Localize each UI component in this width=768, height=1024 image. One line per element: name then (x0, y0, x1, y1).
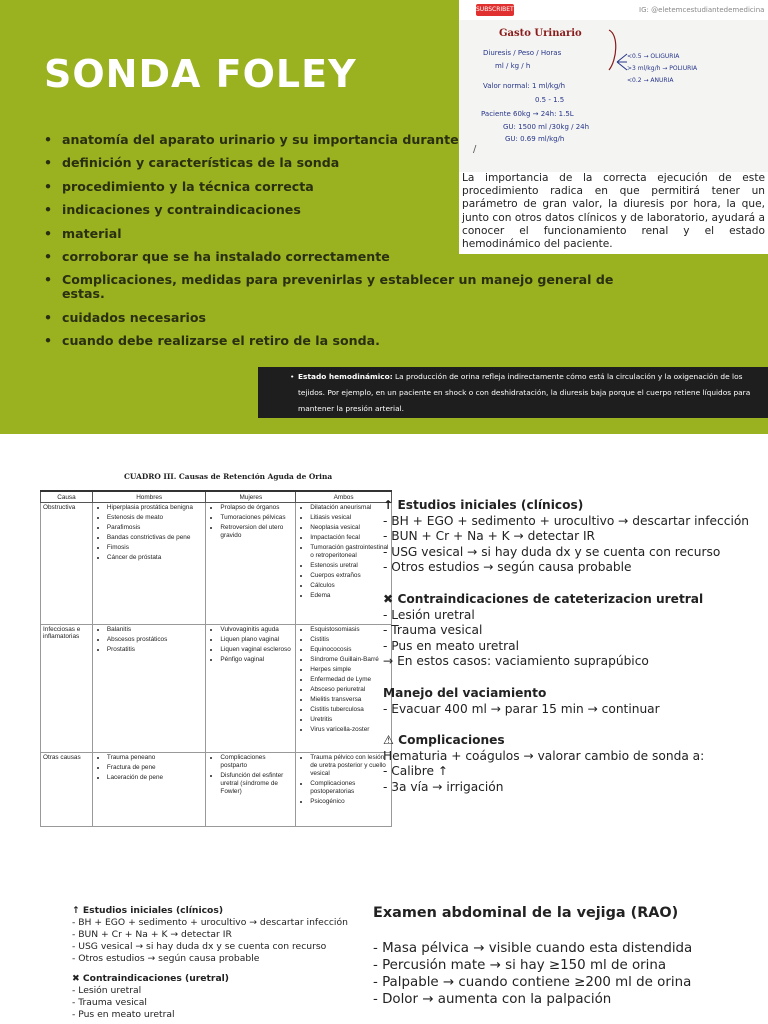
hand-line: Diuresis / Peso / Horas (483, 49, 562, 57)
hand-mark: / (473, 144, 477, 155)
list-item: • Uretritis (310, 716, 389, 724)
hemodynamic-label: Estado hemodinámico: (298, 372, 393, 381)
list-item: • Prolapso de órganos (220, 504, 293, 512)
hand-line: GU: 1500 ml /30kg / 24h (503, 123, 590, 131)
list-item: • Trauma peneano (107, 754, 204, 762)
table-body (41, 503, 392, 827)
hombres-cell (92, 625, 206, 753)
list-item: • Mielitis transversa (310, 696, 389, 704)
list-item: • cuidados necesarios (44, 311, 624, 325)
list-item: • anatomía del aparato urinario y su importancia durante (44, 133, 624, 147)
note-line: - Otros estudios → según causa probable (383, 560, 632, 575)
rao-heading: Examen abdominal de la vejiga (RAO) (373, 905, 679, 921)
column-header: Ambos (296, 491, 392, 503)
bladder-exam-notes (373, 905, 768, 1008)
contraindications-heading: ✖ Contraindicaciones de cateterizacion uretral (383, 591, 704, 606)
clinical-notes (383, 498, 768, 796)
list-item: • Fractura de pene (107, 764, 204, 772)
causes-table (40, 490, 392, 827)
note-line: - BH + EGO + sedimento + urocultivo → descartar infección (72, 917, 348, 928)
list-item: • Cistitis tuberculosa (310, 706, 389, 714)
note-line: - USG vesical → si hay duda dx y se cuenta con recurso (383, 544, 721, 559)
list-item: • Síndrome Guillain-Barré (310, 656, 389, 664)
table-row (41, 625, 392, 753)
note-line: - Lesión uretral (383, 607, 475, 622)
note-line: - Pus en meato uretral (383, 638, 520, 653)
list-item: • Estenosis de meato (107, 514, 204, 522)
cause-cell: Obstructiva (41, 503, 93, 625)
note-line: - BUN + Cr + Na + K → detectar IR (72, 929, 232, 940)
ambos-cell (296, 503, 392, 625)
hombres-cell (92, 503, 206, 625)
hemodynamic-note (258, 367, 768, 418)
table-row (41, 503, 392, 625)
mujeres-cell (206, 503, 296, 625)
note-line: - Calibre ↑ (383, 764, 449, 779)
note-line: - 3a vía → irrigación (383, 779, 504, 794)
hand-line: <0.5 → OLIGURIA (627, 53, 680, 60)
ambos-cell (296, 625, 392, 753)
note-line: → En estos casos: vaciamiento suprapúbico (383, 654, 649, 669)
list-item: • Absceso periuretral (310, 686, 389, 694)
list-item: • Equinococosis (310, 646, 389, 654)
list-item: • Liquen vaginal escleroso (220, 646, 293, 654)
list-item: • Tumoraciones pélvicas (220, 514, 293, 522)
bullet-dot: • (290, 372, 295, 381)
note-line: - Masa pélvica → visible cuando esta distendida (373, 941, 693, 956)
note-line: - Otros estudios → según causa probable (72, 953, 260, 964)
hand-line: <0.2 → ANURIA (627, 77, 674, 84)
hemodynamic-body: La producción de orina refleja indirectamente cómo está la circulación y la oxigenación de los tejidos. Por ejemplo, en un paciente en shock o con deshidratación, la diuresis baja porque el cuerpo retiene líquidos para mantener la presión arterial. (298, 372, 751, 413)
list-item: • Esquistosomiasis (310, 626, 389, 634)
list-item: • Laceración de pene (107, 774, 204, 782)
list-item: • Dilatación aneurismal (310, 504, 389, 512)
note-line: - Pus en meato uretral (72, 1009, 175, 1020)
table-title: CUADRO III. Causas de Retención Aguda de Orina (124, 472, 333, 481)
list-item: • Fimosis (107, 544, 204, 552)
note-line: - Evacuar 400 ml → parar 15 min → continuar (383, 701, 660, 716)
table-header-row (41, 491, 392, 503)
list-item: • indicaciones y contraindicaciones (44, 203, 624, 217)
list-item: • Hiperplasia prostática benigna (107, 504, 204, 512)
list-item: • Impactación fecal (310, 534, 389, 542)
note-line: - BH + EGO + sedimento + urocultivo → descartar infección (383, 513, 750, 528)
list-item: • material (44, 227, 624, 241)
list-item: • Herpes simple (310, 666, 389, 674)
note-line: - Trauma vesical (72, 997, 147, 1008)
list-item: • Pénfigo vaginal (220, 656, 293, 664)
hemodynamic-text (298, 369, 756, 417)
ambos-cell (296, 753, 392, 827)
note-line: - Palpable → cuando contiene ≥200 ml de orina (373, 975, 692, 990)
hand-line: 0.5 - 1.5 (535, 96, 565, 104)
list-item: • Estenosis uretral (310, 562, 389, 570)
hand-line: ml / kg / h (495, 62, 531, 70)
note-line: Hematuria + coágulos → valorar cambio de sonda a: (383, 748, 705, 763)
hand-line: GU: 0.69 ml/kg/h (505, 135, 565, 143)
list-item: • Neoplasia vesical (310, 524, 389, 532)
list-item: • Complicaciones postoperatorias (310, 780, 389, 796)
complications-heading: ⚠ Complicaciones (383, 733, 505, 748)
hand-line: Valor normal: 1 ml/kg/h (483, 82, 566, 90)
whiteboard-photo (459, 0, 768, 172)
list-item: • Cuerpos extraños (310, 572, 389, 580)
list-item: • Tumoración gastrointestinal o retroperitoneal (310, 544, 389, 560)
list-item: • Virus varicella-zoster (310, 726, 389, 734)
mujeres-cell (206, 625, 296, 753)
list-item: • Litiasis vesical (310, 514, 389, 522)
emptying-heading: Manejo del vaciamiento (383, 685, 547, 700)
hand-line: Gasto Urinario (499, 28, 582, 39)
list-item: • Bandas constrictivas de pene (107, 534, 204, 542)
list-item: • Prostatitis (107, 646, 204, 654)
subscribe-badge: SUBSCRIBETE (476, 4, 514, 16)
list-item: • Vulvovaginitis aguda (220, 626, 293, 634)
mujeres-cell (206, 753, 296, 827)
list-item: • Parafimosis (107, 524, 204, 532)
note-line: - BUN + Cr + Na + K → detectar IR (383, 529, 596, 544)
list-item: • Cistitis (310, 636, 389, 644)
list-item: • Cáncer de próstata (107, 554, 204, 562)
cause-cell: Infecciosas e inflamatorias (41, 625, 93, 753)
list-item: • Balanitis (107, 626, 204, 634)
list-item: • Edema (310, 592, 389, 600)
studies-heading: ↑ Estudios iniciales (clínicos) (72, 905, 224, 916)
studies-heading: ↑ Estudios iniciales (clínicos) (383, 498, 584, 512)
table-row (41, 753, 392, 827)
note-line: - Percusión mate → si hay ≥150 ml de orina (373, 958, 667, 973)
list-item: • Complicaciones, medidas para prevenirlas y establecer un manejo general de estas. (44, 273, 624, 301)
list-item: • Enfermedad de Lyme (310, 676, 389, 684)
contraindications-heading: ✖ Contraindicaciones (uretral) (72, 973, 229, 984)
hand-line: Paciente 60kg → 24h: 1.5L (481, 110, 574, 118)
list-item: • Psicogénico (310, 798, 389, 806)
hand-line: >3 ml/kg/h → POLIURIA (627, 65, 698, 72)
causes-table-figure (40, 470, 392, 830)
list-item: • Liquen plano vaginal (220, 636, 293, 644)
list-item: • cuando debe realizarse el retiro de la sonda. (44, 334, 624, 348)
mini-notes (72, 905, 372, 1021)
list-item: • Complicaciones postparto (220, 754, 293, 770)
list-item: • corroborar que se ha instalado correctamente (44, 250, 624, 264)
note-line: - Trauma vesical (383, 623, 483, 638)
note-line: - USG vesical → si hay duda dx y se cuenta con recurso (72, 941, 327, 952)
list-item: • Retroversion del utero gravido (220, 524, 293, 540)
page-title: SONDA FOLEY (44, 52, 357, 96)
note-line: - Dolor → aumenta con la palpación (373, 992, 612, 1007)
hombres-cell (92, 753, 206, 827)
note-line: - Lesión uretral (72, 985, 142, 996)
list-item: • procedimiento y la técnica correcta (44, 180, 624, 194)
photo-caption: La importancia de la correcta ejecución de este procedimiento radica en que permitirá tener un parámetro de gran valor, la diuresis por hora, la que, junto con otros datos clínicos y de laboratorio, ayudará a conocer el funcionamiento renal y el estado hemodinámico del paciente. (459, 172, 768, 254)
list-item: • Trauma pélvico con lesión de uretra posterior y cuello vesical (310, 754, 389, 778)
column-header: Hombres (92, 491, 206, 503)
cause-cell: Otras causas (41, 753, 93, 827)
instagram-handle: IG: @eletemcestudiantedemedicina (639, 6, 765, 14)
column-header: Causa (41, 491, 93, 503)
list-item: • Disfunción del esfinter uretral (síndrome de Fowler) (220, 772, 293, 796)
list-item: • definición y características de la sonda (44, 156, 624, 170)
list-item: • Abscesos prostáticos (107, 636, 204, 644)
column-header: Mujeres (206, 491, 296, 503)
list-item: • Cálculos (310, 582, 389, 590)
